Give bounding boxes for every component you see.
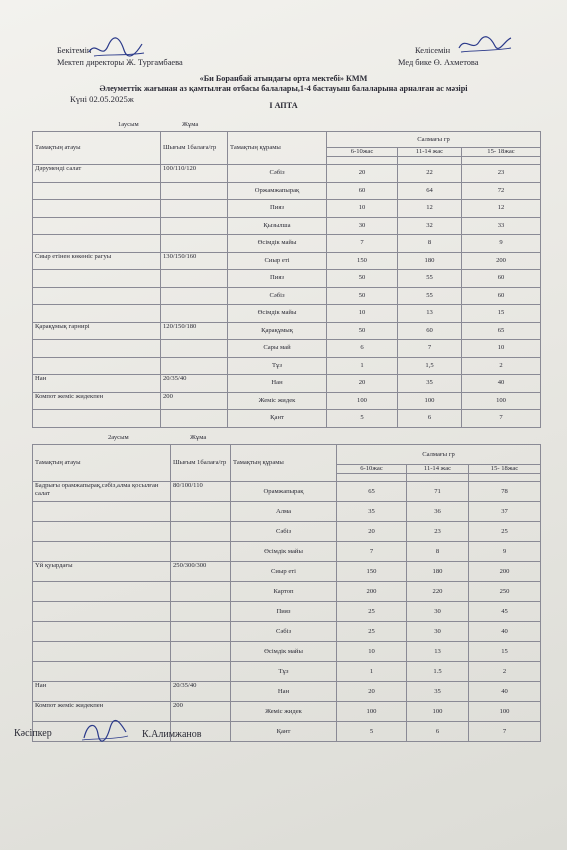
table-row	[33, 582, 541, 602]
col-age2-header: 11-14 жас	[407, 465, 469, 474]
dish-cell	[33, 305, 161, 323]
dish-cell	[33, 662, 171, 682]
ingredient-cell: Пияз	[228, 270, 327, 288]
table-row	[33, 165, 541, 183]
age2-value: 35	[407, 682, 469, 702]
dish-cell	[33, 622, 171, 642]
age3-value: 200	[469, 562, 541, 582]
age2-value: 64	[398, 182, 462, 200]
age3-value: 37	[469, 502, 541, 522]
col-output-header: Шығым 1балаға/гр	[171, 445, 231, 482]
age2-value: 60	[398, 322, 462, 340]
output-cell	[171, 662, 231, 682]
menu-table-1	[32, 131, 541, 428]
ingredient-cell: Сәбіз	[231, 522, 337, 542]
age3-value: 2	[469, 662, 541, 682]
ingredient-cell: Пияз	[231, 602, 337, 622]
dish-cell: Үй қуырдағы	[33, 562, 171, 582]
output-cell	[171, 582, 231, 602]
age1-value: 150	[337, 562, 407, 582]
table-row	[33, 602, 541, 622]
age3-value: 7	[469, 722, 541, 742]
col-weights-header: Салмағы гр	[337, 445, 541, 465]
age1-value: 100	[327, 392, 398, 410]
age1-value: 20	[327, 375, 398, 393]
table-row	[33, 392, 541, 410]
dish-cell: Бадрығы орамжапырақ,сәбіз,алма қосылған салат	[33, 482, 171, 502]
output-cell	[171, 622, 231, 642]
age3-value: 2	[462, 357, 541, 375]
age1-value: 5	[327, 410, 398, 428]
age2-value: 180	[407, 562, 469, 582]
ingredient-cell: Жеміс жидек	[231, 702, 337, 722]
ingredient-cell: Өсімдік майы	[231, 642, 337, 662]
age3-value: 9	[462, 235, 541, 253]
output-cell	[171, 542, 231, 562]
age2-value: 35	[398, 375, 462, 393]
age2-value: 1.5	[407, 662, 469, 682]
dish-cell	[33, 522, 171, 542]
age1-value: 60	[327, 182, 398, 200]
age3-value: 7	[462, 410, 541, 428]
table-row	[33, 482, 541, 502]
ingredient-cell: Картоп	[231, 582, 337, 602]
col-age2-header: 11-14 жас	[398, 148, 462, 157]
ingredient-cell: Қарақұмық	[228, 322, 327, 340]
entrepreneur-signature-icon	[80, 716, 130, 746]
output-cell	[161, 217, 228, 235]
age3-value: 9	[469, 542, 541, 562]
col-composition-header: Тамақтың құрамы	[231, 445, 337, 482]
date-line: Күні 02.05.2025ж	[70, 94, 134, 104]
ingredient-cell: Жеміс жидек	[228, 392, 327, 410]
ingredient-cell: Сәбіз	[231, 622, 337, 642]
age3-value: 40	[469, 622, 541, 642]
school-title: «Би Боранбай атындағы орта мектебі» КММ	[199, 74, 368, 83]
table-row	[33, 522, 541, 542]
output-cell	[161, 305, 228, 323]
dish-cell	[33, 582, 171, 602]
ingredient-cell: Өсімдік майы	[231, 542, 337, 562]
age3-value: 15	[462, 305, 541, 323]
age2-value: 55	[398, 270, 462, 288]
age2-value: 8	[407, 542, 469, 562]
age3-value: 40	[462, 375, 541, 393]
output-cell	[161, 200, 228, 218]
age3-value: 12	[462, 200, 541, 218]
table2-body	[33, 482, 541, 742]
output-cell: 200	[161, 392, 228, 410]
output-cell	[161, 340, 228, 358]
ingredient-cell: Нан	[228, 375, 327, 393]
entrepreneur-name: К.Алимжанов	[142, 729, 202, 740]
age2-value: 6	[398, 410, 462, 428]
dish-cell	[33, 542, 171, 562]
dish-cell	[33, 235, 161, 253]
output-cell	[161, 270, 228, 288]
age3-value: 23	[462, 165, 541, 183]
age3-value: 72	[462, 182, 541, 200]
age3-value: 60	[462, 270, 541, 288]
age2-value: 55	[398, 287, 462, 305]
age1-value: 20	[337, 522, 407, 542]
age3-value: 65	[462, 322, 541, 340]
age3-value: 78	[469, 482, 541, 502]
dish-cell: Нан	[33, 375, 161, 393]
age2-value: 12	[398, 200, 462, 218]
table1-body	[33, 165, 541, 428]
ingredient-cell: Пияз	[228, 200, 327, 218]
table-row	[33, 217, 541, 235]
dish-cell	[33, 357, 161, 375]
age2-value: 13	[398, 305, 462, 323]
nurse-line: Мед бике Ө. Ахметова	[398, 58, 479, 67]
age1-value: 30	[327, 217, 398, 235]
dish-cell	[33, 217, 161, 235]
ingredient-cell: Қызылша	[228, 217, 327, 235]
table-row	[33, 682, 541, 702]
age3-value: 10	[462, 340, 541, 358]
output-cell	[171, 502, 231, 522]
col-output-header: Шығым 1балаға/гр	[161, 132, 228, 165]
table-row	[33, 340, 541, 358]
age2-value: 22	[398, 165, 462, 183]
dish-cell: Қарақұмық гарнирі	[33, 322, 161, 340]
table-row	[33, 270, 541, 288]
table-row	[33, 252, 541, 270]
age3-value: 33	[462, 217, 541, 235]
col-age3-header: 15- 18жас	[462, 148, 541, 157]
entrepreneur-label: Кәсіпкер	[14, 728, 52, 739]
age1-value: 20	[327, 165, 398, 183]
dish-cell: Сиыр етінен көкөніс рагуы	[33, 252, 161, 270]
table-row	[33, 235, 541, 253]
table-row	[33, 305, 541, 323]
age1-value: 1	[327, 357, 398, 375]
director-line: Мектеп директоры Ж. Тургамбаева	[57, 58, 183, 67]
age1-value: 5	[337, 722, 407, 742]
col-composition-header: Тамақтың құрамы	[228, 132, 327, 165]
dish-cell	[33, 340, 161, 358]
output-cell: 120/150/180	[161, 322, 228, 340]
ingredient-cell: Өсімдік майы	[228, 305, 327, 323]
table-row	[33, 562, 541, 582]
table-row	[33, 410, 541, 428]
age3-value: 25	[469, 522, 541, 542]
dish-cell	[33, 287, 161, 305]
age1-value: 25	[337, 602, 407, 622]
age1-value: 7	[327, 235, 398, 253]
director-signature-icon	[86, 34, 146, 64]
col-age3-header: 15- 18жас	[469, 465, 541, 474]
age1-value: 50	[327, 287, 398, 305]
age2-value: 100	[407, 702, 469, 722]
ingredient-cell: Тұз	[228, 357, 327, 375]
age2-value: 36	[407, 502, 469, 522]
age3-value: 60	[462, 287, 541, 305]
table-row	[33, 375, 541, 393]
col-age1-header: 6-10жас	[327, 148, 398, 157]
age1-value: 50	[327, 322, 398, 340]
dish-cell: Компот жеміс жидекпен	[33, 702, 171, 722]
table-row	[33, 200, 541, 218]
age2-value: 8	[398, 235, 462, 253]
shift1-label: 1аусым	[118, 121, 139, 128]
age1-value: 6	[327, 340, 398, 358]
age1-value: 10	[327, 305, 398, 323]
ingredient-cell: Сәбіз	[228, 165, 327, 183]
age1-value: 7	[337, 542, 407, 562]
table-row	[33, 622, 541, 642]
table-row	[33, 322, 541, 340]
dish-cell	[33, 270, 161, 288]
approve-label: Бекітемін	[57, 46, 92, 55]
age1-value: 10	[327, 200, 398, 218]
age1-value: 65	[337, 482, 407, 502]
age3-value: 200	[462, 252, 541, 270]
output-cell: 100/110/120	[161, 165, 228, 183]
nurse-signature-icon	[455, 32, 515, 58]
output-cell	[161, 287, 228, 305]
output-cell: 200	[171, 702, 231, 722]
age2-value: 71	[407, 482, 469, 502]
output-cell	[171, 522, 231, 542]
output-cell	[161, 182, 228, 200]
age1-value: 50	[327, 270, 398, 288]
output-cell	[171, 602, 231, 622]
age3-value: 100	[469, 702, 541, 722]
dish-cell	[33, 200, 161, 218]
age1-value: 35	[337, 502, 407, 522]
col-dish-header: Тамақтың атауы	[33, 132, 161, 165]
age1-value: 20	[337, 682, 407, 702]
age1-value: 10	[337, 642, 407, 662]
output-cell: 20/35/40	[171, 682, 231, 702]
output-cell	[171, 642, 231, 662]
table-row	[33, 287, 541, 305]
ingredient-cell: Алма	[231, 502, 337, 522]
age2-value: 30	[407, 622, 469, 642]
age2-value: 30	[407, 602, 469, 622]
dish-cell: Нан	[33, 682, 171, 702]
table-row	[33, 662, 541, 682]
dish-cell	[33, 410, 161, 428]
output-cell: 250/300/300	[171, 562, 231, 582]
table-row	[33, 502, 541, 522]
age2-value: 23	[407, 522, 469, 542]
ingredient-cell: Сиыр еті	[228, 252, 327, 270]
age2-value: 6	[407, 722, 469, 742]
col-age1-header: 6-10жас	[337, 465, 407, 474]
output-cell: 130/150/160	[161, 252, 228, 270]
ingredient-cell: Оржамжапырақ	[228, 182, 327, 200]
table-row	[33, 542, 541, 562]
age3-value: 100	[462, 392, 541, 410]
age1-value: 150	[327, 252, 398, 270]
dish-cell	[33, 642, 171, 662]
agree-label: Келісемін	[415, 46, 451, 55]
age1-value: 1	[337, 662, 407, 682]
ingredient-cell: Сиыр еті	[231, 562, 337, 582]
dish-cell: Компот жеміс жидекпен	[33, 392, 161, 410]
output-cell	[161, 235, 228, 253]
age2-value: 7	[398, 340, 462, 358]
output-cell	[161, 357, 228, 375]
shift2-label: 2аусым	[108, 434, 129, 441]
dish-cell	[33, 182, 161, 200]
week-label: I АПТА	[269, 101, 298, 110]
age2-value: 1,5	[398, 357, 462, 375]
age3-value: 250	[469, 582, 541, 602]
age3-value: 40	[469, 682, 541, 702]
output-cell: 20/35/40	[161, 375, 228, 393]
ingredient-cell: Сәбіз	[228, 287, 327, 305]
ingredient-cell: Қант	[231, 722, 337, 742]
ingredient-cell: Сары май	[228, 340, 327, 358]
dish-cell: Дәрумендi салат	[33, 165, 161, 183]
age2-value: 32	[398, 217, 462, 235]
age2-value: 220	[407, 582, 469, 602]
output-cell: 80/100/110	[171, 482, 231, 502]
table-row	[33, 357, 541, 375]
age1-value: 200	[337, 582, 407, 602]
age1-value: 100	[337, 702, 407, 722]
shift2-weekday: Жұма	[190, 434, 207, 441]
age2-value: 180	[398, 252, 462, 270]
col-dish-header: Тамақтың атауы	[33, 445, 171, 482]
ingredient-cell: Орамжапырақ	[231, 482, 337, 502]
dish-cell	[33, 502, 171, 522]
table-row	[33, 642, 541, 662]
ingredient-cell: Нан	[231, 682, 337, 702]
menu-title: Әлеуметтік жағынан аз қамтылған отбасы балалары,1-4 бастауыш балаларына арналған ас мәзірі	[99, 84, 468, 93]
age1-value: 25	[337, 622, 407, 642]
ingredient-cell: Өсімдік майы	[228, 235, 327, 253]
output-cell	[161, 410, 228, 428]
dish-cell	[33, 602, 171, 622]
ingredient-cell: Қант	[228, 410, 327, 428]
col-weights-header: Салмағы гр	[327, 132, 541, 148]
age2-value: 100	[398, 392, 462, 410]
menu-table-2	[32, 444, 541, 742]
ingredient-cell: Тұз	[231, 662, 337, 682]
age2-value: 13	[407, 642, 469, 662]
table-row	[33, 182, 541, 200]
age3-value: 15	[469, 642, 541, 662]
shift1-weekday: Жұма	[182, 121, 199, 128]
age3-value: 45	[469, 602, 541, 622]
